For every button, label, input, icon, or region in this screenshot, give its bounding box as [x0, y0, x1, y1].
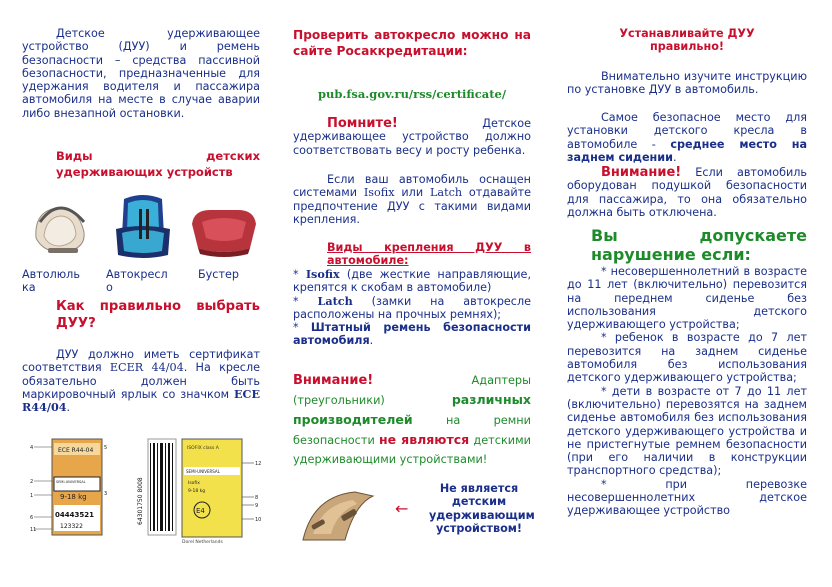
remember-paragraph: [293, 117, 531, 157]
install-paragraph-1: Внимательно изучите инструкцию по установке ДУУ в автомобиль.: [567, 70, 807, 97]
violation-heading: Вы допускаете нарушение если:: [591, 226, 807, 264]
install-heading: Устанавливайте ДУУ правильно!: [619, 27, 755, 54]
column-3: [567, 0, 807, 587]
type-label-infant: Автолюлька: [22, 268, 80, 295]
cert-mark: ECE R44/04: [22, 386, 260, 415]
car-seat-image: [106, 189, 180, 263]
attention-label: Внимание!: [601, 165, 682, 180]
label-right-country: Dorel Netherlands: [182, 540, 223, 543]
cert-end: .: [66, 401, 71, 415]
isofix-text-3: отдавайте предпочтение ДУУ с такими видами крепления.: [293, 186, 531, 226]
types-labels: [22, 268, 260, 296]
callout-1: 1: [30, 493, 34, 499]
install-text-b: среднее место на заднем сидении: [567, 137, 807, 164]
callout-2: 2: [30, 479, 34, 485]
booster-seat-image: [188, 198, 260, 260]
label-right-isofix: Isofix: [188, 481, 200, 486]
violation-item: * несовершеннолетний в возрасте до 11 лет (включительно) перевозится на переднем сиденье без использования детского удерживающего устройства;: [567, 265, 807, 332]
certification-labels-image: [30, 437, 264, 543]
isofix-word: Isofix: [363, 186, 395, 200]
cert-standard: ECER 44/04: [109, 361, 184, 375]
mount-item-belt: [293, 321, 531, 348]
latch-word: Latch: [429, 186, 463, 200]
mount-text: (замки на автокресле расположены на прочных ремнях);: [293, 294, 531, 321]
certificate-paragraph: [22, 348, 260, 414]
violation-list: [567, 265, 807, 518]
label-right-semi: SEMI-UNIVERSAL: [186, 469, 220, 474]
callout-12: 12: [255, 461, 262, 467]
cert-text-2: . На кресле обязательно должен быть маркировочный ярлык со значком: [22, 361, 260, 401]
violation-item: * при перевозке несовершеннолетних детское удерживающее устройство: [567, 477, 807, 518]
certificate-url[interactable]: pub.fsa.gov.ru/rss/certificate/: [317, 87, 507, 101]
isofix-text-2: или: [394, 186, 430, 200]
label-left-code: 04443521: [55, 511, 94, 519]
check-heading: Проверить автокресло можно на сайте Росаккредитации:: [293, 28, 531, 58]
callout-5: 5: [104, 445, 108, 451]
violation-item: * ребенок в возрасте до 7 лет перевозится на заднем сиденье автомобиля без использования детского удерживающего устройства;: [567, 331, 807, 385]
type-label-booster: Бустер: [198, 268, 239, 281]
mount-name: Isofix: [305, 267, 340, 281]
mount-name: Latch: [317, 293, 353, 308]
remember-label: Помните!: [327, 116, 398, 131]
mount-text: .: [369, 334, 374, 348]
mount-item-latch: [293, 295, 531, 322]
callout-8: 8: [255, 495, 259, 501]
mount-item-isofix: [293, 268, 531, 295]
attention-text-5: детскими удерживающими устройствами!: [293, 434, 531, 466]
attention-text-3: на ремни безопасности: [293, 414, 531, 447]
cert-text-1: ДУУ должно иметь сертификат соответствия: [22, 348, 260, 375]
choose-heading: [22, 298, 260, 332]
callout-11: 11: [30, 527, 37, 533]
attention-text: Если автомобиль оборудован подушкой безопасности для пассажира, то она обязательно должна быть отключена.: [567, 166, 807, 219]
infant-carrier-image: [26, 192, 96, 262]
mount-name: Штатный ремень безопасности автомобиля: [293, 321, 531, 348]
bullet: *: [293, 294, 318, 308]
intro-paragraph: Детское удерживающее устройство (ДУУ) и ремень безопасности – средства пассивной безопасности, предназначенные для удержания водителя и пассажира автомобиля на месте в случае аварии либо внезапной остановки.: [22, 27, 260, 120]
label-left-semi: SEMI-UNIVERSAL: [56, 480, 86, 484]
attention-paragraph: [293, 371, 531, 469]
attention-text-1: Адаптеры (треугольники): [293, 374, 531, 407]
column-1: [22, 0, 260, 587]
attention-label: Внимание!: [293, 373, 374, 388]
barcode-number: 64301750 8008: [137, 477, 144, 525]
mount-list: [293, 268, 531, 348]
types-heading: Виды детских удерживающих устройств: [56, 149, 260, 179]
attention-text-2: различных производителей: [293, 392, 531, 427]
callout-3: 4: [30, 445, 34, 451]
label-left-group: 9-18 kg: [60, 493, 87, 501]
choose-heading-text: Как правильно выбрать ДУУ?: [56, 299, 260, 331]
violation-item: * дети в возрасте от 7 до 11 лет (включительно) перевозятся на заднем сиденье автомобиля без использования детского удерживающего устройства и не пристегнутые ремнем безопасности (при его наличии в конструкции транспортного средства);: [567, 384, 807, 478]
airbag-paragraph: [567, 166, 807, 219]
bullet: *: [293, 321, 311, 335]
remember-text: Детское удерживающее устройство должно соответствовать весу и росту ребенка.: [293, 117, 531, 157]
callout-9: 9: [255, 503, 259, 509]
attention-text-4: не являются: [379, 432, 470, 447]
type-label-seat: Автокресло: [106, 268, 168, 295]
mount-text: (две жесткие направляющие, крепятся к скобам в автомобиле): [293, 268, 531, 295]
belt-adapter-image: [297, 482, 381, 548]
label-right-header: ISOFIX class A: [187, 446, 219, 451]
label-right-mark: E4: [196, 507, 205, 515]
isofix-text-1: Если ваш автомобиль оснащен системами: [293, 173, 531, 200]
mount-heading: Виды крепления ДУУ в автомобиле:: [327, 241, 531, 268]
bullet: *: [293, 268, 306, 281]
label-left-code2: 123322: [60, 523, 83, 530]
install-paragraph-2: [567, 111, 807, 164]
callout-6: 6: [30, 515, 34, 521]
label-left-header: ECE R44-04: [58, 447, 94, 454]
column-2: [293, 0, 535, 587]
install-text-c: .: [672, 150, 677, 164]
callout-10: 10: [255, 517, 262, 523]
callout-4: 3: [104, 491, 108, 497]
install-text-a: Самое безопасное место для установки детского кресла в автомобиле -: [567, 111, 807, 151]
isofix-paragraph: [293, 173, 531, 226]
adapter-caption: Не является детским удерживающим устройством!: [429, 482, 535, 535]
arrow-left-icon: ←: [395, 499, 409, 518]
label-right-group: 9-18 kg: [188, 489, 206, 494]
